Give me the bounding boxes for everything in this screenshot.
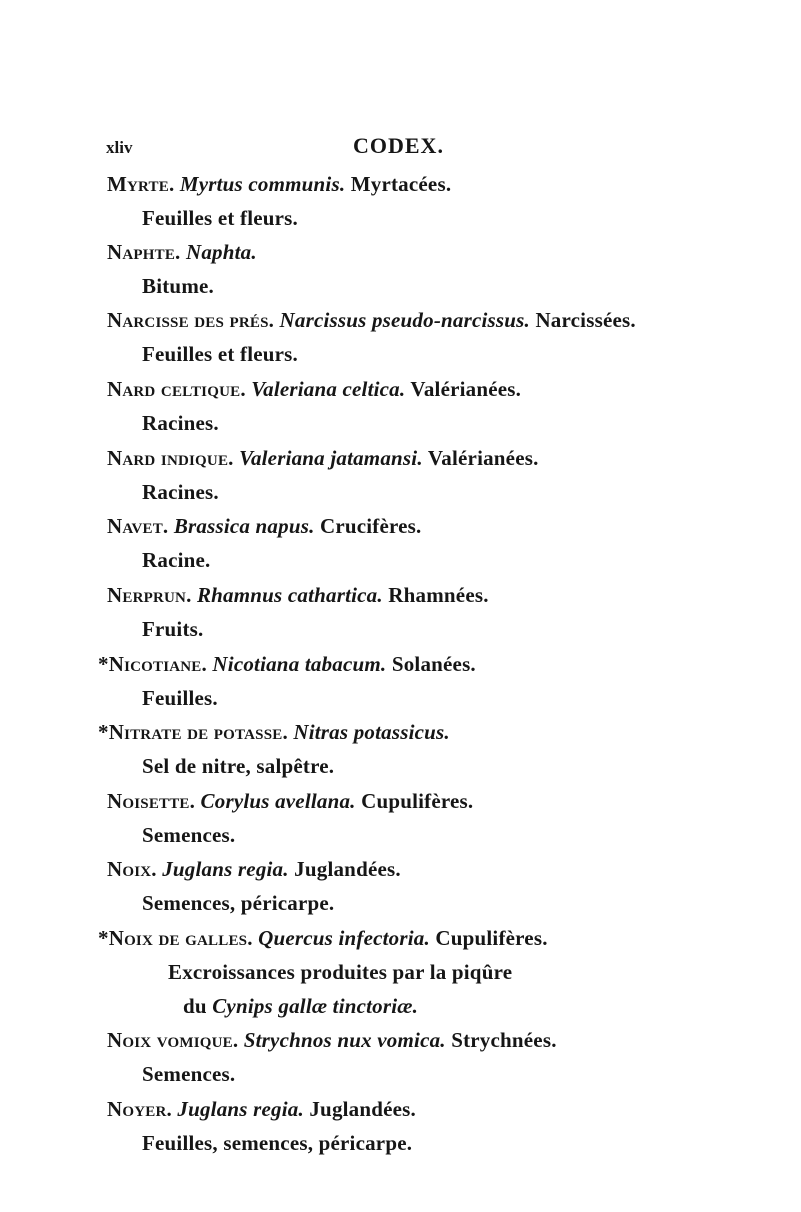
entry-name: Noix.: [107, 857, 157, 881]
entry-name: Narcisse des prés.: [107, 308, 275, 332]
entry-latin: Juglans regia.: [162, 857, 289, 881]
entry-heading: [107, 789, 473, 814]
entry-parts: Fruits.: [142, 617, 204, 641]
entry-latin: Nitras potassicus.: [293, 720, 450, 744]
entry-heading: [98, 720, 450, 745]
entry-heading: [107, 1028, 557, 1053]
entry-family: Cupulifères.: [435, 926, 548, 950]
entry-family: Crucifères.: [319, 514, 422, 538]
entry-latin: Myrtus communis.: [179, 172, 346, 196]
entry-parts: Sel de nitre, salpêtre.: [142, 754, 335, 778]
entry-parts: Feuilles.: [142, 686, 218, 710]
entry-family: Narcissées.: [535, 308, 636, 332]
entry-name: Noyer.: [107, 1097, 172, 1121]
entry-name: Navet.: [107, 514, 169, 538]
entry-name: Naphte.: [107, 240, 181, 264]
entry-parts: Semences, péricarpe.: [142, 891, 335, 915]
entry-heading: [107, 240, 257, 265]
entry-latin: Juglans regia.: [177, 1097, 304, 1121]
entry-name: Nard celtique.: [107, 377, 246, 401]
entry-family: Strychnées.: [451, 1028, 557, 1052]
entry-name: Nard indique.: [107, 446, 234, 470]
entry-parts: Excroissances produites par la piqûre: [168, 960, 513, 984]
entry-heading: [107, 446, 539, 471]
entry-parts: Racines.: [142, 411, 219, 435]
entry-name: Nerprun.: [107, 583, 192, 607]
entry-name: *Noix de galles.: [98, 926, 253, 950]
entry-latin: Valeriana celtica.: [251, 377, 406, 401]
entry-parts-text: du: [183, 994, 207, 1018]
entry-family: Juglandées.: [294, 857, 401, 881]
entry-heading: [107, 308, 636, 333]
entry-parts: Feuilles et fleurs.: [142, 206, 299, 230]
entry-family: Juglandées.: [309, 1097, 416, 1121]
entry-family: Cupulifères.: [361, 789, 474, 813]
entry-parts: Bitume.: [142, 274, 214, 298]
entry-parts-latin: Cynips gallæ tinctoriæ.: [212, 994, 419, 1018]
entry-name: Noisette.: [107, 789, 196, 813]
entry-parts: Semences.: [142, 823, 236, 847]
entry-parts: Racine.: [142, 548, 211, 572]
page-number: xliv: [106, 138, 133, 157]
entry-family: Valérianées.: [410, 377, 522, 401]
entry-latin: Valeriana jatamansi.: [239, 446, 423, 470]
entry-parts: Feuilles et fleurs.: [142, 342, 299, 366]
entry-parts: Semences.: [142, 1062, 236, 1086]
entry-latin: Narcissus pseudo-narcissus.: [279, 308, 530, 332]
entry-latin: Nicotiana tabacum.: [212, 652, 387, 676]
entry-name: *Nitrate de potasse.: [98, 720, 288, 744]
entry-heading: [107, 377, 521, 402]
running-head: CODEX.: [353, 133, 444, 158]
entry-latin: Brassica napus.: [173, 514, 315, 538]
entry-family: Myrtacées.: [350, 172, 452, 196]
entry-heading: [98, 926, 548, 951]
entry-latin: Naphta.: [185, 240, 257, 264]
entry-name: Myrte.: [107, 172, 175, 196]
entry-heading: [107, 1097, 416, 1122]
entry-latin: Strychnos nux vomica.: [243, 1028, 446, 1052]
entry-parts: Feuilles, semences, péricarpe.: [142, 1131, 413, 1155]
entry-heading: [107, 583, 489, 608]
entry-family: Solanées.: [391, 652, 476, 676]
entry-name: *Nicotiane.: [98, 652, 207, 676]
entry-parts: Racines.: [142, 480, 219, 504]
entry-heading: [107, 172, 451, 197]
entry-heading: [107, 857, 401, 882]
entry-latin: Rhamnus cathartica.: [196, 583, 383, 607]
entry-latin: Corylus avellana.: [200, 789, 356, 813]
entry-family: Valérianées.: [427, 446, 539, 470]
entry-heading: [107, 514, 422, 539]
entry-parts-continued: [183, 994, 418, 1019]
entry-name: Noix vomique.: [107, 1028, 239, 1052]
entry-heading: [98, 652, 476, 677]
entry-family: Rhamnées.: [388, 583, 489, 607]
entry-latin: Quercus infectoria.: [258, 926, 430, 950]
